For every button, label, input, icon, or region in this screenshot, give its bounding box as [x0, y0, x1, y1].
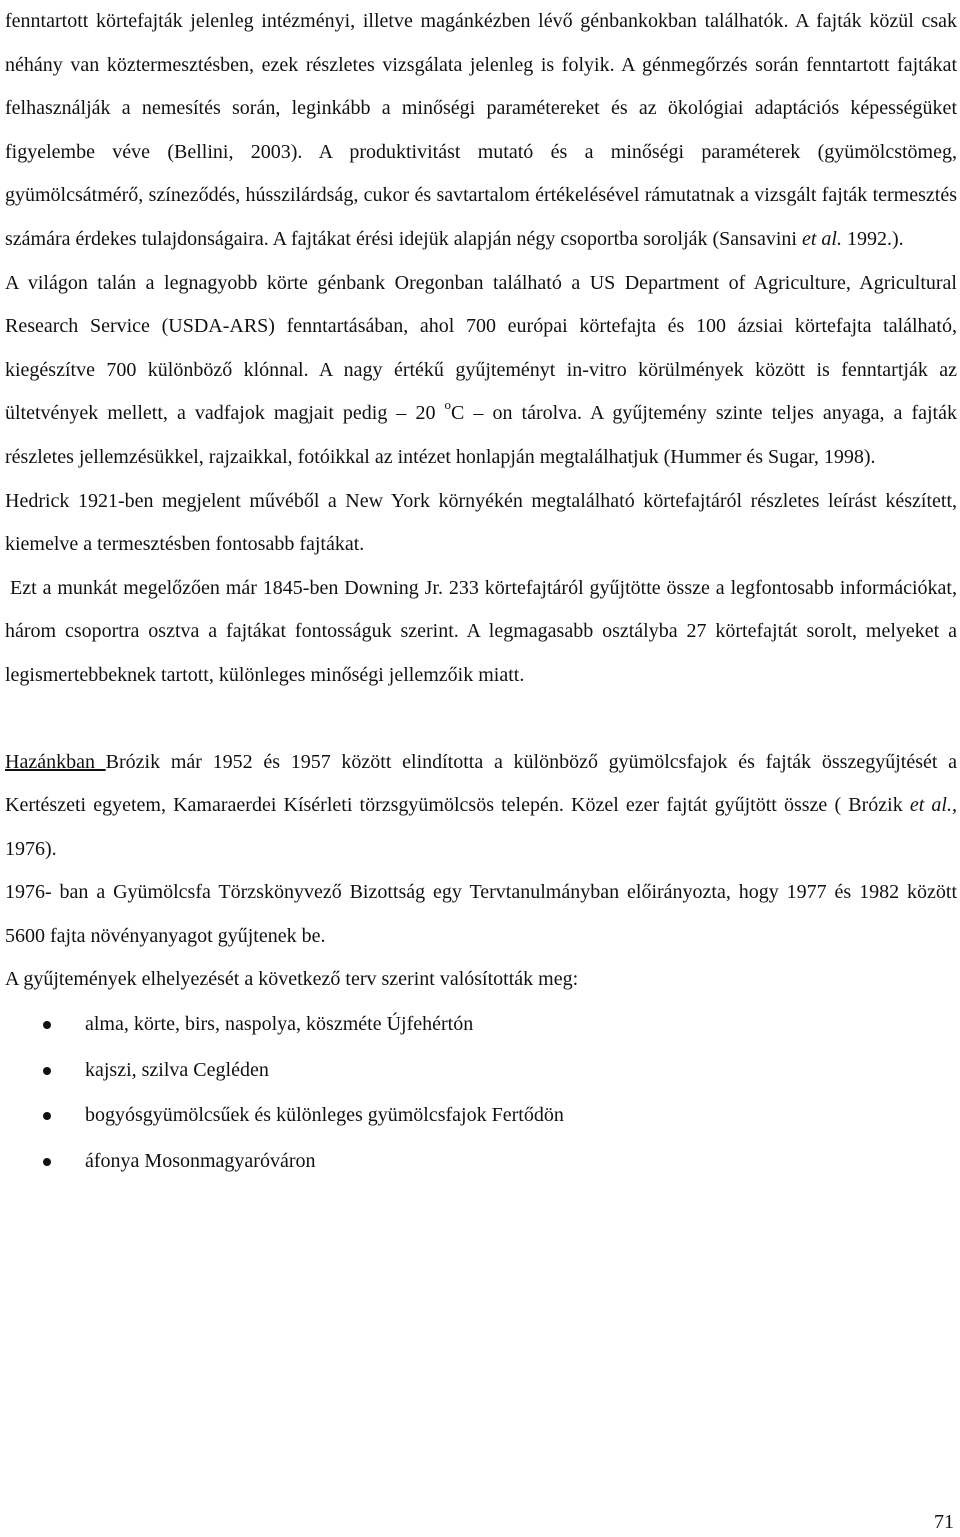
- paragraph-downing: Ezt a munkát megelőzően már 1845-ben Downing Jr. 233 körtefajtáról gyűjtötte össze a legfontosabb információkat, három csoportra osztva a fajtákat fontosságuk szerint. A legmagasabb osztályba 27 körtefajtát sorolt, melyeket a legismertebbeknek tartott, különleges minőségi jellemzőik miatt.: [5, 576, 957, 686]
- list-item: [5, 1093, 957, 1139]
- paragraph-collection-intro: A gyűjtemények elhelyezését a következő terv szerint valósították meg:: [5, 968, 579, 991]
- list-item: [5, 1139, 957, 1185]
- list-item-text: alma, körte, birs, naspolya, köszméte Újfehértón: [85, 1013, 474, 1036]
- collection-locations-list: [5, 1002, 957, 1184]
- bullet-icon: [43, 1112, 51, 1120]
- paragraph-text: 1992.).: [841, 227, 904, 250]
- list-item-text: áfonya Mosonmagyaróváron: [85, 1149, 316, 1172]
- list-item: [5, 1002, 957, 1048]
- paragraph-text: C – on tárolva. A gyűjtemény szinte teljes anyaga, a fajták részletes jellemzésükkel, rajzaikkal, fotóikkal az intézet honlapján megtalálhatjuk (Hummer és Sugar, 1998).: [5, 402, 957, 468]
- paragraph-text: A világon talán a legnagyobb körte génbank Oregonban található a US Department of Agriculture, Agricultural Research Service (USDA-ARS) fenntartásában, ahol 700 európai körtefajta és 100 ázsiai körtefajta található, kiegészítve 700 különböző klónnal. A nagy értékű gyűjteményt in-vitro körülmények között is fenntartják az ültetvények mellett, a vadfajok magjait pedig – 20: [5, 271, 957, 425]
- paragraph-text: 1976).: [5, 837, 57, 860]
- underlined-text: Hazánkban: [5, 750, 106, 773]
- paragraph-genebank-intro: [5, 0, 957, 262]
- list-item-text: bogyósgyümölcsűek és különleges gyümölcsfajok Fertődön: [85, 1104, 564, 1127]
- page-number: 71: [934, 1511, 954, 1533]
- paragraph-1976-plan: 1976- ban a Gyümölcsfa Törzskönyvező Bizottság egy Tervtanulmányban előirányozta, hogy 1977 és 1982 között 5600 fajta növényanyagot gyűjtenek be.: [5, 881, 957, 947]
- list-item: [5, 1048, 957, 1094]
- italic-citation: et al.,: [909, 794, 957, 817]
- document-page: [5, 0, 957, 1184]
- list-item-text: kajszi, szilva Cegléden: [85, 1058, 269, 1081]
- paragraph-usda-genebank: [5, 262, 957, 480]
- paragraph-hedrick: Hedrick 1921-ben megjelent művéből a New York környékén megtalálható körtefajtáról részletes leírást készített, kiemelve a termesztésben fontosabb fajtákat.: [5, 489, 957, 556]
- paragraph-hazankban: [5, 741, 957, 872]
- italic-citation: et al.: [801, 227, 842, 250]
- paragraph-text: Brózik már 1952 és 1957 között elindította a különböző gyümölcsfajok és fajták összegyűjtését a Kertészeti egyetem, Kamaraerdei Kísérleti törzsgyümölcsös telepén. Közel ezer fajtát gyűjtött össze ( Brózik: [5, 750, 957, 817]
- bullet-icon: [43, 1067, 51, 1075]
- degree-superscript: o: [444, 397, 452, 413]
- bullet-icon: [43, 1021, 51, 1029]
- bullet-icon: [43, 1158, 51, 1166]
- paragraph-text: fenntartott körtefajták jelenleg intézményi, illetve magánkézben lévő génbankokban találhatók. A fajták közül csak néhány van köztermesztésben, ezek részletes vizsgálata jelenleg is folyik. A génmegőrzés során fenntartott fajtákat felhasználják a nemesítés során, leginkább a minőségi paramétereket és az ökológiai adaptációs képességüket figyelembe véve (Bellini, 2003). A produktivitást mutató és a minőségi paraméterek (gyümölcstömeg, gyümölcsátmérő, színeződés, hússzilárdság, cukor és savtartalom értékelésével rámutatnak a vizsgált fajták termesztés számára érdekes tulajdonságaira. A fajtákat érési idejük alapján négy csoportba sorolják (Sansavini: [5, 10, 957, 250]
